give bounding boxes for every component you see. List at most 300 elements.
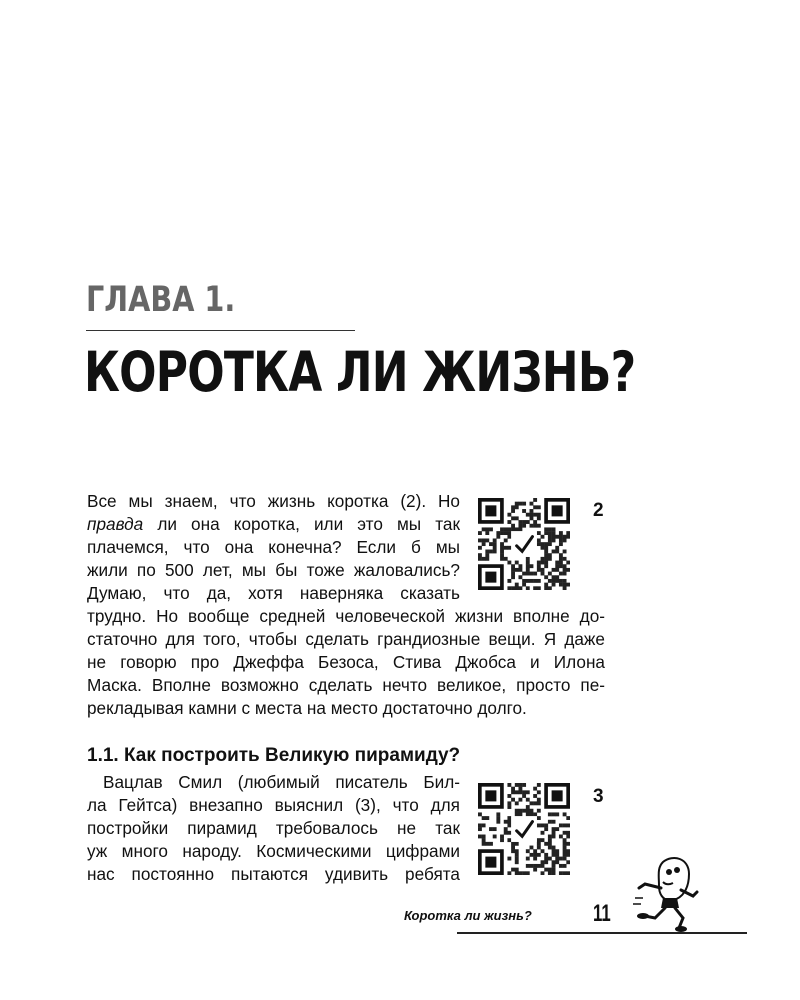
qr-module <box>563 846 567 850</box>
qr-module <box>544 546 548 550</box>
qr-module <box>563 857 567 861</box>
qr-module <box>537 538 541 542</box>
paragraph-line: рекладывая камни с места на место достаточно долго. <box>87 698 527 718</box>
qr-module <box>518 809 522 813</box>
qr-module <box>552 550 556 554</box>
qr-module <box>518 564 522 568</box>
paragraph-line: Вацлав Смил (любимый писатель Бил- <box>103 772 460 792</box>
qr-module <box>563 538 567 542</box>
qr-module <box>478 827 482 831</box>
qr-module <box>552 538 556 542</box>
qr-module <box>482 835 486 839</box>
chapter-label: ГЛАВА 1. <box>86 280 236 320</box>
qr-module <box>518 812 522 816</box>
qr-module <box>563 853 567 857</box>
qr-module <box>541 838 545 842</box>
qr-module <box>482 842 486 846</box>
qr-module <box>504 831 508 835</box>
qr-module <box>478 557 482 561</box>
qr-module <box>563 579 567 583</box>
qr-module <box>533 520 537 524</box>
qr-module <box>552 812 556 816</box>
qr-module <box>489 527 493 531</box>
qr-module <box>533 513 537 517</box>
qr-module <box>526 572 530 576</box>
paragraph-line: Думаю, что да, хотя наверняка сказать <box>87 583 460 603</box>
chapter-title: КОРОТКА ЛИ ЖИЗНЬ? <box>84 340 636 404</box>
qr-module <box>548 553 552 557</box>
qr-module <box>526 568 530 572</box>
qr-module <box>507 513 511 517</box>
qr-module <box>537 531 541 535</box>
qr-module <box>563 564 567 568</box>
qr-module <box>526 805 530 809</box>
qr-module <box>563 568 567 572</box>
qr-module <box>511 575 515 579</box>
qr-module <box>526 564 530 568</box>
qr-module <box>541 871 545 875</box>
qr-module <box>478 538 482 542</box>
qr-module <box>566 860 570 864</box>
qr-module <box>515 809 519 813</box>
qr-module <box>537 801 541 805</box>
qr-module <box>559 561 563 565</box>
qr-module <box>504 527 508 531</box>
qr-module <box>530 524 534 528</box>
qr-module <box>507 586 511 590</box>
qr-module <box>563 572 567 576</box>
qr-module <box>537 864 541 868</box>
qr-module <box>518 787 522 791</box>
qr-module <box>555 849 559 853</box>
qr-module <box>548 542 552 546</box>
qr-module <box>515 568 519 572</box>
qr-module <box>515 860 519 864</box>
qr-module <box>552 579 556 583</box>
qr-module <box>537 846 541 850</box>
qr-module <box>548 557 552 561</box>
qr-module <box>544 583 548 587</box>
qr-module <box>493 546 497 550</box>
qr-module <box>563 586 567 590</box>
qr-module <box>559 553 563 557</box>
qr-module <box>493 827 497 831</box>
qr-module <box>552 505 563 516</box>
qr-module <box>537 516 541 520</box>
qr-module <box>522 502 526 506</box>
qr-module <box>537 838 541 842</box>
qr-module <box>526 520 530 524</box>
qr-module <box>544 860 548 864</box>
qr-module <box>530 864 534 868</box>
qr-module <box>485 790 496 801</box>
qr-module <box>544 561 548 565</box>
qr-module <box>544 586 548 590</box>
qr-module <box>566 561 570 565</box>
qr-module <box>500 550 504 554</box>
qr-module <box>500 835 504 839</box>
qr-module <box>548 838 552 842</box>
qr-module <box>559 583 563 587</box>
qr-module <box>552 835 556 839</box>
qr-module <box>507 816 511 820</box>
qr-module <box>566 816 570 820</box>
qr-code-icon[interactable] <box>478 783 570 875</box>
running-title: Коротка ли жизнь? <box>404 908 532 923</box>
qr-module <box>548 527 552 531</box>
qr-module <box>511 849 515 853</box>
qr-module <box>511 505 515 509</box>
qr-module <box>518 575 522 579</box>
qr-module <box>489 842 493 846</box>
qr-module <box>526 561 530 565</box>
qr-module <box>507 831 511 835</box>
qr-module <box>559 864 563 868</box>
qr-module <box>552 820 556 824</box>
qr-module <box>478 531 482 535</box>
qr-module <box>485 842 489 846</box>
qr-module <box>511 787 515 791</box>
qr-module <box>526 849 530 853</box>
qr-module <box>541 572 545 576</box>
qr-module <box>544 853 548 857</box>
qr-module <box>555 827 559 831</box>
qr-module <box>559 835 563 839</box>
qr-module <box>559 857 563 861</box>
reference-number: 3 <box>593 786 604 807</box>
qr-module <box>518 871 522 875</box>
qr-module <box>478 546 482 550</box>
qr-module <box>544 557 548 561</box>
qr-module <box>515 801 519 805</box>
qr-module <box>552 583 556 587</box>
qr-module <box>548 871 552 875</box>
qr-module <box>566 583 570 587</box>
qr-module <box>559 564 563 568</box>
qr-module <box>548 579 552 583</box>
qr-module <box>530 516 534 520</box>
qr-module <box>533 849 537 853</box>
qr-module <box>548 572 552 576</box>
paragraph-line: нас постоянно пытаются удивить ребята <box>87 864 460 884</box>
qr-module <box>563 864 567 868</box>
qr-module <box>496 531 500 535</box>
qr-module <box>541 546 545 550</box>
qr-module <box>544 564 548 568</box>
qr-module <box>552 827 556 831</box>
qr-module <box>544 527 548 531</box>
qr-module <box>493 538 497 542</box>
qr-module <box>555 550 559 554</box>
qr-module <box>555 535 559 539</box>
qr-module <box>537 561 541 565</box>
qr-module <box>566 853 570 857</box>
qr-module <box>541 860 545 864</box>
qr-module <box>482 557 486 561</box>
qr-module <box>530 853 534 857</box>
qr-module <box>530 809 534 813</box>
qr-module <box>566 531 570 535</box>
qr-module <box>485 527 489 531</box>
qr-module <box>526 871 530 875</box>
qr-module <box>566 823 570 827</box>
qr-module <box>566 835 570 839</box>
page-number: 11 <box>593 900 611 927</box>
qr-module <box>530 564 534 568</box>
qr-module <box>533 572 537 576</box>
qr-module <box>500 542 504 546</box>
qr-module <box>518 520 522 524</box>
qr-code-icon[interactable] <box>478 498 570 590</box>
qr-module <box>478 812 482 816</box>
qr-module <box>515 516 519 520</box>
qr-module <box>507 783 511 787</box>
qr-module <box>548 535 552 539</box>
qr-module <box>511 568 515 572</box>
qr-module <box>485 857 496 868</box>
qr-module <box>515 849 519 853</box>
qr-module <box>559 538 563 542</box>
qr-module <box>563 838 567 842</box>
qr-module <box>559 542 563 546</box>
qr-module <box>511 842 515 846</box>
qr-module <box>526 790 530 794</box>
qr-module <box>485 816 489 820</box>
qr-module <box>478 835 482 839</box>
qr-module <box>537 505 541 509</box>
qr-module <box>518 568 522 572</box>
paragraph-line: не говорю про Джеффа Безоса, Стива Джобса и Илона <box>87 652 605 672</box>
qr-module <box>485 538 489 542</box>
qr-module <box>507 794 511 798</box>
paragraph-line: трудно. Но вообще средней человеческой жизни вполне до- <box>87 606 605 626</box>
qr-module <box>500 546 504 550</box>
qr-module <box>518 502 522 506</box>
qr-module <box>544 550 548 554</box>
qr-module <box>544 842 548 846</box>
qr-module <box>544 531 548 535</box>
qr-module <box>507 820 511 824</box>
qr-module <box>526 809 530 813</box>
chapter-divider <box>86 330 355 331</box>
paragraph-line: плачемся, что она конечна? Если б мы <box>87 537 460 557</box>
qr-module <box>485 572 496 583</box>
paragraph-line: жили по 500 лет, мы бы тоже жаловались? <box>87 560 460 580</box>
qr-module <box>530 846 534 850</box>
qr-module <box>496 535 500 539</box>
qr-module <box>566 842 570 846</box>
qr-module <box>552 527 556 531</box>
qr-module <box>537 823 541 827</box>
qr-module <box>489 550 493 554</box>
qr-module <box>515 812 519 816</box>
qr-module <box>537 790 541 794</box>
italic-word: правда <box>87 514 144 534</box>
qr-module <box>485 531 489 535</box>
qr-module <box>482 816 486 820</box>
qr-module <box>552 531 556 535</box>
qr-module <box>537 564 541 568</box>
paragraph-line: ла Гейтса) внезапно выяснил (3), что для <box>87 795 460 815</box>
qr-module <box>515 583 519 587</box>
qr-module <box>515 502 519 506</box>
qr-module <box>533 505 537 509</box>
qr-module <box>537 783 541 787</box>
qr-module <box>530 812 534 816</box>
qr-module <box>533 787 537 791</box>
qr-module <box>478 823 482 827</box>
qr-module <box>511 524 515 528</box>
qr-module <box>526 579 530 583</box>
qr-module <box>522 783 526 787</box>
qr-module <box>533 794 537 798</box>
qr-module <box>533 524 537 528</box>
qr-module <box>544 553 548 557</box>
qr-module <box>522 790 526 794</box>
qr-module <box>537 853 541 857</box>
paragraph-line: Все мы знаем, что жизнь коротка (2). Но <box>87 491 460 511</box>
qr-module <box>496 812 500 816</box>
qr-module <box>566 831 570 835</box>
qr-module <box>530 502 534 506</box>
qr-module <box>500 531 504 535</box>
qr-module <box>555 853 559 857</box>
qr-module <box>522 871 526 875</box>
qr-module <box>518 524 522 528</box>
qr-module <box>552 535 556 539</box>
qr-module <box>507 535 511 539</box>
qr-module <box>563 535 567 539</box>
qr-module <box>507 805 511 809</box>
qr-module <box>485 550 489 554</box>
qr-module <box>533 579 537 583</box>
qr-module <box>482 542 486 546</box>
qr-module <box>500 553 504 557</box>
qr-module <box>504 827 508 831</box>
qr-module <box>511 572 515 576</box>
qr-module <box>548 531 552 535</box>
qr-module <box>552 575 556 579</box>
qr-module <box>511 816 537 842</box>
qr-module <box>515 586 519 590</box>
qr-module <box>555 561 559 565</box>
qr-module <box>515 527 519 531</box>
qr-module <box>511 516 515 520</box>
qr-module <box>500 527 504 531</box>
qr-module <box>548 857 552 861</box>
qr-module <box>559 579 563 583</box>
qr-module <box>515 853 519 857</box>
qr-module <box>522 572 526 576</box>
qr-module <box>522 520 526 524</box>
qr-module <box>522 809 526 813</box>
qr-module <box>537 513 541 517</box>
qr-module <box>482 527 486 531</box>
qr-module <box>537 524 541 528</box>
qr-module <box>511 846 515 850</box>
line-text: ли она коротка, или это мы так <box>143 514 460 534</box>
qr-module <box>511 531 537 557</box>
qr-module <box>559 531 563 535</box>
qr-module <box>530 801 534 805</box>
qr-module <box>541 542 545 546</box>
qr-module <box>563 871 567 875</box>
qr-module <box>566 849 570 853</box>
qr-module <box>537 842 541 846</box>
qr-module <box>563 812 567 816</box>
qr-module <box>511 564 515 568</box>
qr-module <box>555 546 559 550</box>
qr-module <box>507 527 511 531</box>
qr-module <box>544 857 548 861</box>
qr-module <box>500 838 504 842</box>
qr-module <box>552 868 556 872</box>
qr-module <box>511 790 515 794</box>
paragraph-line: статочно для того, чтобы сделать грандиозные вещи. Я даже <box>87 629 605 649</box>
qr-module <box>555 564 559 568</box>
qr-module <box>552 568 556 572</box>
qr-module <box>493 835 497 839</box>
qr-module <box>555 579 559 583</box>
qr-module <box>544 542 548 546</box>
qr-module <box>526 513 530 517</box>
qr-module <box>530 513 534 517</box>
qr-module <box>518 527 522 531</box>
qr-module <box>515 783 519 787</box>
qr-module <box>555 857 559 861</box>
qr-module <box>559 823 563 827</box>
qr-module <box>489 542 493 546</box>
qr-module <box>544 823 548 827</box>
qr-module <box>552 864 556 868</box>
qr-module <box>566 568 570 572</box>
qr-module <box>533 498 537 502</box>
qr-module <box>537 586 541 590</box>
qr-module <box>541 557 545 561</box>
qr-module <box>548 820 552 824</box>
paragraph-line: постройки пирамид требовалось не так <box>87 818 460 838</box>
qr-module <box>541 561 545 565</box>
qr-module <box>478 553 482 557</box>
qr-module <box>541 823 545 827</box>
qr-module <box>515 790 519 794</box>
qr-module <box>552 853 556 857</box>
qr-module <box>533 812 537 816</box>
qr-module <box>515 505 519 509</box>
qr-module <box>533 857 537 861</box>
qr-module <box>533 801 537 805</box>
qr-module <box>504 820 508 824</box>
qr-module <box>518 783 522 787</box>
qr-module <box>504 557 508 561</box>
qr-module <box>552 846 556 850</box>
qr-module <box>537 542 541 546</box>
qr-module <box>548 538 552 542</box>
qr-module <box>507 520 511 524</box>
qr-module <box>544 575 548 579</box>
qr-module <box>482 538 486 542</box>
qr-module <box>485 505 496 516</box>
qr-module <box>552 790 563 801</box>
qr-module <box>552 871 556 875</box>
footer-divider <box>457 932 747 934</box>
qr-module <box>559 557 563 561</box>
qr-module <box>537 809 541 813</box>
qr-module <box>485 553 489 557</box>
qr-module <box>515 561 519 565</box>
paragraph-line: Маска. Вполне возможно сделать нечто великое, просто пе- <box>87 675 605 695</box>
qr-module <box>507 546 511 550</box>
